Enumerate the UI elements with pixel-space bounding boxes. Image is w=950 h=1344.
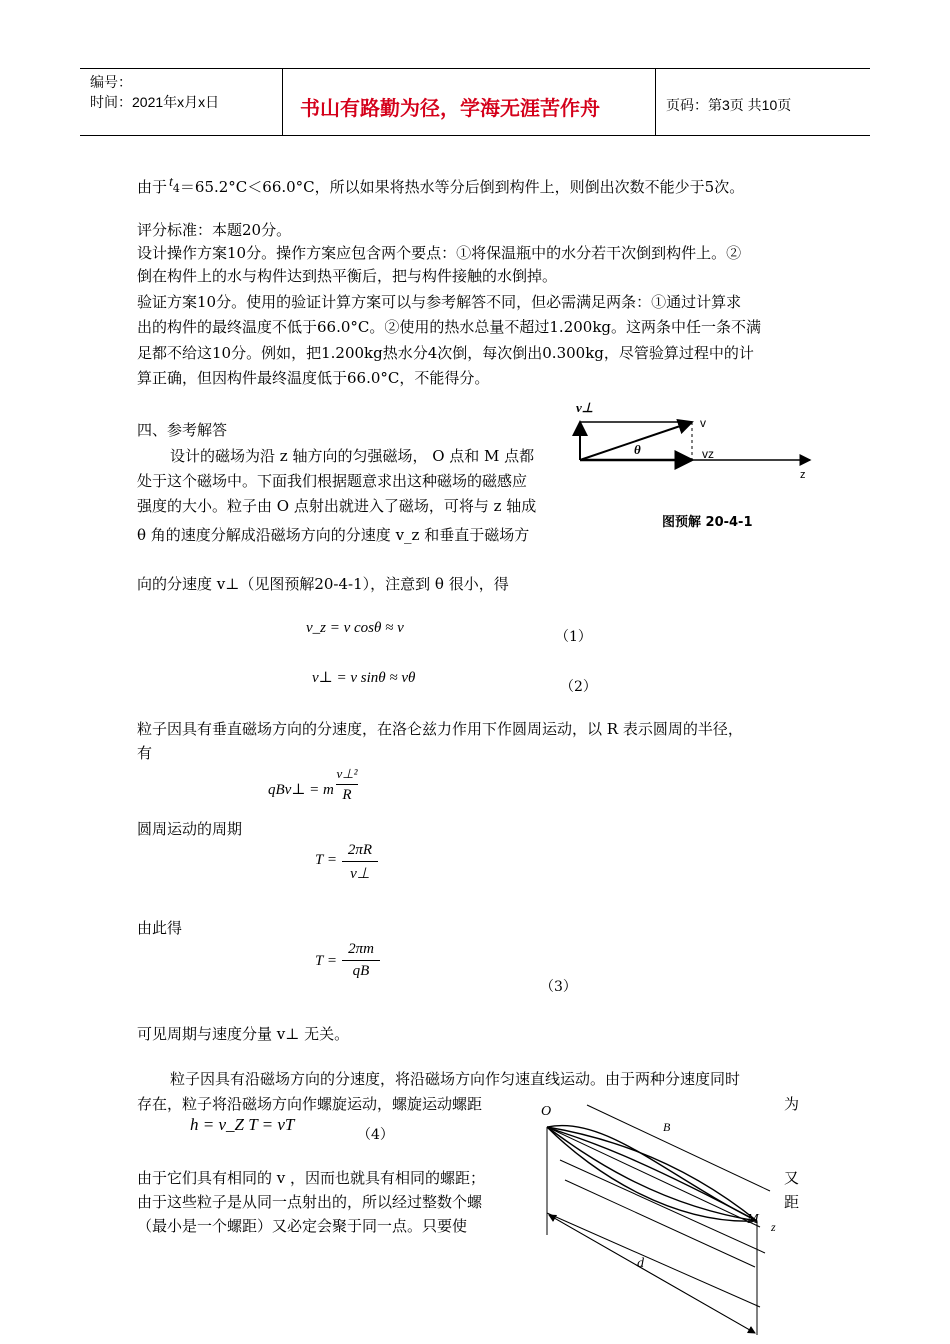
- paragraph-line: 圆周运动的周期: [137, 820, 243, 838]
- equation-force-lhs: qBv⊥ = m: [268, 782, 334, 798]
- criteria-line: 出的构件的最终温度不低于66.0°C。②使用的热水总量不超过1.200kg。这两条中任一条不满: [137, 318, 762, 336]
- figure-helix-focusing: [525, 1095, 795, 1344]
- equation-2-number: （2）: [560, 679, 597, 695]
- paragraph-line: 向的分速度 v⊥（见图预解20-4-1），注意到 θ 很小，得: [137, 575, 509, 593]
- paragraph-line: 有: [137, 744, 153, 762]
- paragraph-line: 由于它们具有相同的 v ，因而也就具有相同的螺距；: [137, 1169, 486, 1187]
- equation-2: v⊥ = v sinθ ≈ vθ: [312, 670, 416, 686]
- label-B: B: [663, 1120, 671, 1134]
- equation-period-fraction: 2πR v⊥: [342, 842, 378, 883]
- paragraph-line: θ 角的速度分解成沿磁场方向的分速度 v_z 和垂直于磁场方: [137, 526, 530, 544]
- paragraph-line: 存在，粒子将沿磁场方向作螺旋运动，螺旋运动螺距: [137, 1095, 483, 1113]
- doc-date: 时间：2021年x月x日: [90, 94, 220, 110]
- label-v: v: [700, 416, 706, 430]
- paragraph-line: 粒子因具有垂直磁场方向的分速度，在洛仑兹力作用下作圆周运动，以 R 表示圆周的半径，: [137, 720, 743, 738]
- figure-velocity-decomposition: [570, 392, 820, 542]
- label-O: O: [541, 1104, 552, 1119]
- label-theta: θ: [634, 442, 641, 457]
- paragraph-line: 由于这些粒子是从同一点射出的，所以经过整数个螺: [137, 1193, 483, 1211]
- paragraph-line: 处于这个磁场中。下面我们根据题意求出这种磁场的磁感应: [137, 472, 528, 490]
- criteria-line: 足都不给这10分。例如，把1.200kg热水分4次倒，每次倒出0.300kg，尽管验算过程中的计: [137, 344, 754, 362]
- criteria-line: 算正确，但因构件最终温度低于66.0°C，不能得分。: [137, 369, 490, 387]
- paragraph-line: 强度的大小。粒子由 O 点射出就进入了磁场，可将与 z 轴成: [137, 497, 537, 515]
- equation-force-fraction: v⊥² R: [336, 766, 358, 803]
- equation-4: h = v_Z T = vT: [190, 1115, 295, 1134]
- paragraph-line: （最小是一个螺距）又必定会聚于同一点。只要使: [137, 1217, 468, 1235]
- criteria-title: 评分标准：本题20分。: [137, 221, 292, 239]
- equation-3-fraction: 2πm qB: [342, 941, 380, 980]
- label-vz: vz: [702, 447, 714, 461]
- paragraph-line: 可见周期与速度分量 v⊥ 无关。: [137, 1025, 350, 1043]
- equation-1: v_z = v cosθ ≈ v: [306, 620, 404, 636]
- paragraph-line: 粒子因具有沿磁场方向的分速度，将沿磁场方向作匀速直线运动。由于两种分速度同时: [170, 1070, 741, 1088]
- label-M: M: [747, 1212, 759, 1227]
- paragraph-line: 由此得: [137, 919, 183, 937]
- label-z: z: [771, 1220, 776, 1234]
- label-vperp: v⊥: [576, 400, 594, 415]
- label-z: z: [800, 469, 806, 481]
- equation-period-lhs: T =: [315, 852, 337, 868]
- criteria-line: 设计操作方案10分。操作方案应包含两个要点：①将保温瓶中的水分若干次倒到构件上。②: [137, 244, 742, 262]
- label-d: d: [637, 1256, 644, 1271]
- paragraph-line: 为: [784, 1095, 800, 1113]
- equation-1-number: （1）: [555, 629, 592, 645]
- paragraph-line: 距: [784, 1193, 800, 1211]
- criteria-line: 倒在构件上的水与构件达到热平衡后，把与构件接触的水倒掉。: [137, 267, 558, 285]
- criteria-line: 验证方案10分。使用的验证计算方案可以与参考解答不同，但必需满足两条：①通过计算求: [137, 293, 742, 311]
- equation-3-lhs: T =: [315, 953, 337, 969]
- paragraph-line: 又: [784, 1169, 800, 1187]
- paragraph-line: 设计的磁场为沿 z 轴方向的匀强磁场， O 点和 M 点都: [170, 447, 535, 465]
- figure1-caption: 图预解 20-4-1: [662, 515, 753, 530]
- equation-3-number: （3）: [540, 979, 577, 995]
- section-title: 四、参考解答: [137, 421, 228, 439]
- paragraph-t4: 由于 t4＝65.2°C＜66.0°C，所以如果将热水等分后倒到构件上，则倒出次数不能少于5次。: [137, 175, 745, 196]
- header-motto: 书山有路勤为径，学海无涯苦作舟: [300, 96, 600, 120]
- doc-code-label: 编号：: [90, 74, 132, 90]
- equation-4-number: （4）: [357, 1127, 394, 1143]
- page-info: 页码：第3页 共10页: [666, 97, 792, 113]
